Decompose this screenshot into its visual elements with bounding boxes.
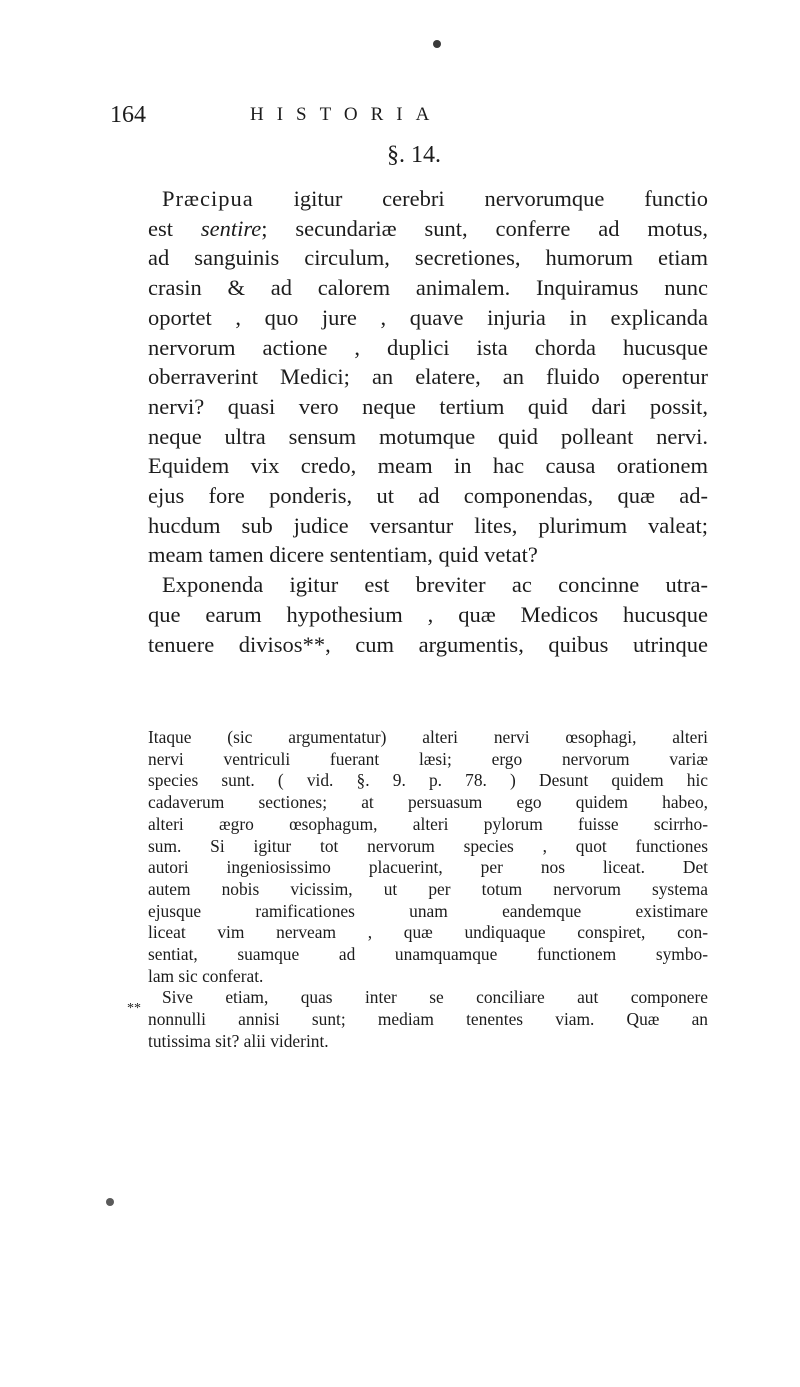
- text-line: oportet , quo jure , quave injuria in explicanda: [148, 304, 708, 330]
- text-line: est sentire; secundariæ sunt, conferre ad motus,: [148, 215, 708, 241]
- text-line: hucdum sub judice versantur lites, plurimum valeat;: [148, 512, 708, 538]
- footnote-line: species sunt. ( vid. §. 9. p. 78. ) Desunt quidem hic: [148, 770, 708, 791]
- footnote-line: Sive etiam, quas inter se conciliare aut componere: [162, 987, 708, 1008]
- ink-spot: [433, 40, 441, 48]
- text-line: ejus fore ponderis, ut ad componendas, quæ ad-: [148, 483, 708, 509]
- footnote-line: tutissima sit? alii viderint.: [148, 1030, 329, 1051]
- text-line: neque ultra sensum motumque quid polleant nervi.: [148, 423, 708, 449]
- footnote-line: Itaque (sic argumentatur) alteri nervi œsophagi, alteri: [148, 727, 708, 747]
- footnote-line: lam sic conferat.: [148, 965, 264, 986]
- footnote-marker: **: [127, 1001, 141, 1016]
- footnote-text: [148, 727, 708, 1053]
- footnote-line: autori ingeniosissimo placuerint, per nos liceat. Det: [148, 857, 708, 878]
- text-line: nervorum actione , duplici ista chorda hucusque: [148, 334, 708, 360]
- text-line: meam tamen dicere sententiam, quid vetat?: [148, 542, 538, 568]
- text-line: que earum hypothesium , quæ Medicos hucusque: [148, 601, 708, 627]
- section-number: §. 14.: [387, 142, 441, 168]
- ink-spot: [106, 1198, 114, 1206]
- text-line: crasin & ad calorem animalem. Inquiramus nunc: [148, 275, 708, 301]
- text-line: ad sanguinis circulum, secretiones, humorum etiam: [148, 245, 708, 271]
- footnote-line: ejusque ramificationes unam eandemque existimare: [148, 900, 708, 921]
- footnote-line: sentiat, suamque ad unamquamque functionem symbo-: [148, 944, 708, 965]
- footnote-line: autem nobis vicissim, ut per totum nervorum systema: [148, 878, 708, 899]
- text-line: oberraverint Medici; an elatere, an fluido operentur: [148, 364, 708, 390]
- main-text: [148, 184, 708, 659]
- footnote-line: nonnulli annisi sunt; mediam tenentes viam. Quæ an: [148, 1009, 708, 1030]
- italic-term: sentire: [200, 215, 262, 241]
- footnote-line: sum. Si igitur tot nervorum species , quot functiones: [148, 835, 708, 856]
- footnote-line: nervi ventriculi fuerant læsi; ergo nervorum variæ: [148, 748, 708, 769]
- running-head: [110, 102, 710, 136]
- running-head-title: HISTORIA: [250, 104, 443, 125]
- footnote-line: alteri ægro œsophagum, alteri pylorum fuisse scirrho-: [148, 813, 708, 834]
- text-line: Præcipua igitur cerebri nervorumque functio: [162, 186, 708, 211]
- text-line: Exponenda igitur est breviter ac concinne utra-: [162, 572, 708, 598]
- text-line: tenuere divisos**, cum argumentis, quibus utrinque: [148, 631, 708, 657]
- footnote-line: cadaverum sectiones; at persuasum ego quidem habeo,: [148, 792, 708, 813]
- text-line: Equidem vix credo, meam in hac causa orationem: [148, 453, 708, 479]
- text-line: nervi? quasi vero neque tertium quid dari possit,: [148, 393, 708, 419]
- page-number: 164: [110, 102, 146, 128]
- lead-word: Præcipua: [162, 186, 254, 211]
- footnote-line: liceat vim nerveam , quæ undiquaque conspiret, con-: [148, 922, 708, 943]
